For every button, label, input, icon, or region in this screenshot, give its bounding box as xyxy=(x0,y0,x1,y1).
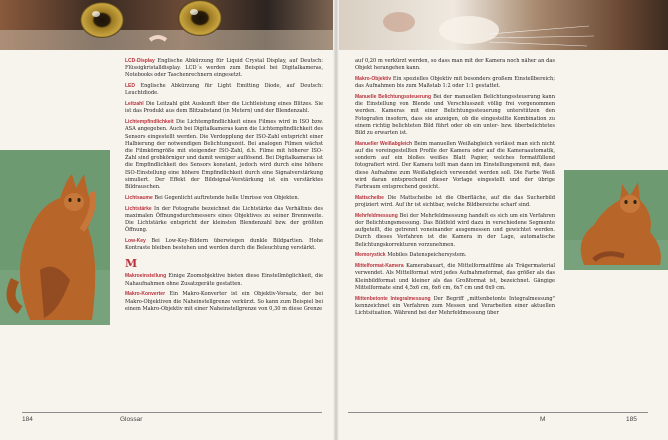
glossary-entry xyxy=(355,76,555,90)
glossary-definition: Englische Abkürzung für Liquid Crystal Display, auf Deutsch: Flüssigkristalldisplay. LCD´s werden zum Beispiel bei Digitalkameras, Notebooks oder Taschenrechnern eingesetzt. xyxy=(125,58,323,79)
glossary-entry xyxy=(355,296,555,318)
glossary-definition: Ein spezielles Objektiv mit besonders großem Einstellbereich; das Aufnahmen bis zum Maßstab 1:2 oder 1:1 gestattet. xyxy=(355,76,555,90)
glossary-entry xyxy=(125,195,323,202)
right-page-footer xyxy=(348,412,648,431)
glossary-definition: Ein Makro-Konverter ist ein Objektiv-Vorsatz, der bei Makro-Objektiven die Naheinstellgrenze verkürzt. So kann zum Beispiel bei einem Makro-Objektiv mit einer Naheinstellgrenze von 0,30 m diese Grenze xyxy=(125,291,323,312)
glossary-term: Lichtempfindlichkeit xyxy=(125,119,174,126)
glossary-entry xyxy=(125,58,323,80)
glossary-entry xyxy=(125,101,323,115)
sitting-cat-photo xyxy=(0,150,110,325)
glossary-term: Mittenbetonte Integralmessung xyxy=(355,295,431,302)
glossary-definition: Bei Low-Key-Bildern überwiegen dunkle Bildpartien. Hohe Kontraste bleiben bestehen und werden durch die Beleuchtung verstärkt. xyxy=(125,238,323,252)
glossary-entry xyxy=(355,252,555,259)
glossary-continuation: auf 0,20 m verkürzt werden, so dass man mit der Kamera noch näher an das Objekt herangehen kann. xyxy=(355,58,555,72)
glossary-term: Manueller Weißabgleich xyxy=(355,140,413,147)
section-letter-heading: M xyxy=(125,257,138,271)
glossary-entry xyxy=(355,213,555,249)
glossary-term: Mittelformat-Kamera xyxy=(355,263,404,270)
right-page-column xyxy=(355,58,555,321)
glossary-term: Memorystick xyxy=(355,252,386,259)
lying-cat-photo xyxy=(564,170,668,270)
glossary-entry xyxy=(125,273,323,287)
glossary-term: Manuelle Belichtungssteuerung xyxy=(355,94,432,100)
glossary-entry xyxy=(125,238,323,252)
glossary-definition: Der Begriff „mittenbetonte Integralmessung" kennzeichnet ein Verfahren zum Messen und Verarbeiten einer aktuellen Lichtsituation. Während bei der Mehrfeldmessung über xyxy=(355,295,555,317)
cat-face-photo xyxy=(339,0,668,50)
glossary-definition: Die Leitzahl gibt Auskunft über die Lichtleistung eines Blitzes. Sie ist das Produkt aus dem Blitzabstand (in Metern) und der Blendenzahl. xyxy=(125,101,323,115)
glossary-definition: Die Mattscheibe ist die Oberfläche, auf die das Sucherbild projiziert wird. Auf ihr ist sichtbar, welche Bildbereiche scharf sind. xyxy=(355,194,555,209)
glossary-definition: Bei der Mehrfeldmessung handelt es sich um ein Verfahren der Belichtungsmessung. Das Bildfeld wird dazu in verschiedene Segmente aufgeteilt, die getrennt voneinander ausgemessen und gewichtet werden. Durch dieses Verfahren ist die Kamera in der Lage, automatische Belichtungskorrekturen vorzunehmen. xyxy=(355,212,555,248)
footer-section-letter: M xyxy=(540,416,546,423)
page-number-right: 185 xyxy=(626,416,637,423)
page-number-left: 184 xyxy=(22,416,33,423)
glossary-entry xyxy=(125,206,323,235)
glossary-definition: Bei Gegenlicht auftretende helle Umrisse von Objekten. xyxy=(152,194,300,201)
glossary-definition: Mobiles Datenspeichersystem. xyxy=(385,252,467,259)
glossary-term: Leitzahl xyxy=(125,101,144,108)
glossary-definition: Die Lichtempfindlichkeit eines Filmes wird in ISO bzw. ASA angegeben. Auch bei Digitalkameras kann die Lichtempfindlichkeit des Sensors eingestellt werden. Die Verdopplung der ISO-Zahl entspricht einer Halbierung der notwendigen Belichtungszeit. Bei analogen Filmen wächst die Filmkörngröße mit steigender ISO-Zahl, d.h. Filme mit höherer ISO-Zahl sind grobkörniger und damit weniger auflösend. Bei Digitalkameras ist die Empfindlichkeit des Sensors konstant, jedoch wird durch eine höhere ISO-Einstellung eine höhere Empfindlichkeit durch eine Signalverstärkung simuliert. Der Effekt der Bildsignal-Verstärkung ist ein verstärktes Bildrauschen. xyxy=(125,119,323,191)
glossary-term: Lichtstärke xyxy=(125,205,152,212)
glossary-term: LED xyxy=(125,83,135,90)
cat-eyes-photo xyxy=(0,0,333,50)
glossary-term: Low-Key xyxy=(125,238,146,245)
glossary-term: Makroeinstellung xyxy=(125,273,167,280)
glossary-entry xyxy=(355,195,555,209)
glossary-term: LCD-Display xyxy=(125,58,155,64)
left-page-column xyxy=(125,58,323,317)
glossary-definition: Kamerabauart, die Mittelformatfilme als Trägermaterial verwendet. Als Mittelformat wird jedes Aufnahmeformat, das größer als das Kleinbildformat und kleiner als das Großformat ist, bezeichnet. Gängige Mittelformate sind 4,5x6 cm, 6x6 cm, 6x7 cm und 6x9 cm. xyxy=(355,263,555,291)
footer-section-title: Glossar xyxy=(120,416,143,423)
left-page-footer xyxy=(22,412,322,431)
glossary-term: Mehrfeldmessung xyxy=(355,212,398,219)
glossary-entry xyxy=(355,94,555,137)
glossary-definition: Einige Zoomobjektive bieten diese Einstellmöglichkeit, die Nahaufnahmen ohne Zusatzgeräte gestatten. xyxy=(125,273,323,287)
glossary-entry xyxy=(125,291,323,313)
glossary-definition: Englische Abkürzung für Light Emitting Diode, auf Deutsch: Leuchtdiode. xyxy=(125,83,323,97)
glossary-entry xyxy=(355,263,555,292)
book-gutter xyxy=(333,0,339,440)
glossary-definition: Bei der manuellen Belichtungssteuerung kann die Einstellung von Blende und Verschlusszeit völlig frei vorgenommen werden. Kameras mit einer Belichtungssteuerung unterstützen den Fotografen insofern, dass sie anzeigen, ob die eingestellte Kombination zu einem richtig belichteten Bild führt oder ob ein unter- bzw. überbelichtetes Bild zu erwarten ist. xyxy=(355,94,555,137)
glossary-term: Makro-Konverter xyxy=(125,291,166,298)
glossary-entry xyxy=(125,119,323,191)
glossary-definition: Beim manuellen Weißabgleich verlässt man sich nicht auf die voreingestellten Profile der Kamera oder auf die Kameraautomatik, sondern auf ein bloßes weißes Blatt Papier, welches formatfüllend fotografiert wird. Der Kamera teilt man dann im Einstellungsmenü mit, dass diese Aufnahme zum Weißabgleich verwendet werden soll. Die Farbe Weiß wird daran entsprechend dieser Vorlage eingestellt und der übrige Farbraum entsprechend geeicht. xyxy=(355,140,555,191)
glossary-entry xyxy=(355,141,555,191)
glossary-term: Lichtsaume xyxy=(125,194,153,201)
glossary-definition: In der Fotografie bezeichnet die Lichtstärke das Verhältnis des maximalen Öffnungsdurchmessers eines Objektives zu seiner Brennweite. Die Lichtstärke entspricht der kleinsten Blendenzahl bzw. der größten Öffnung. xyxy=(125,205,323,234)
glossary-term: Mattscheibe xyxy=(355,194,384,201)
glossary-entry xyxy=(125,83,323,97)
glossary-term: Makro-Objektiv xyxy=(355,76,392,82)
